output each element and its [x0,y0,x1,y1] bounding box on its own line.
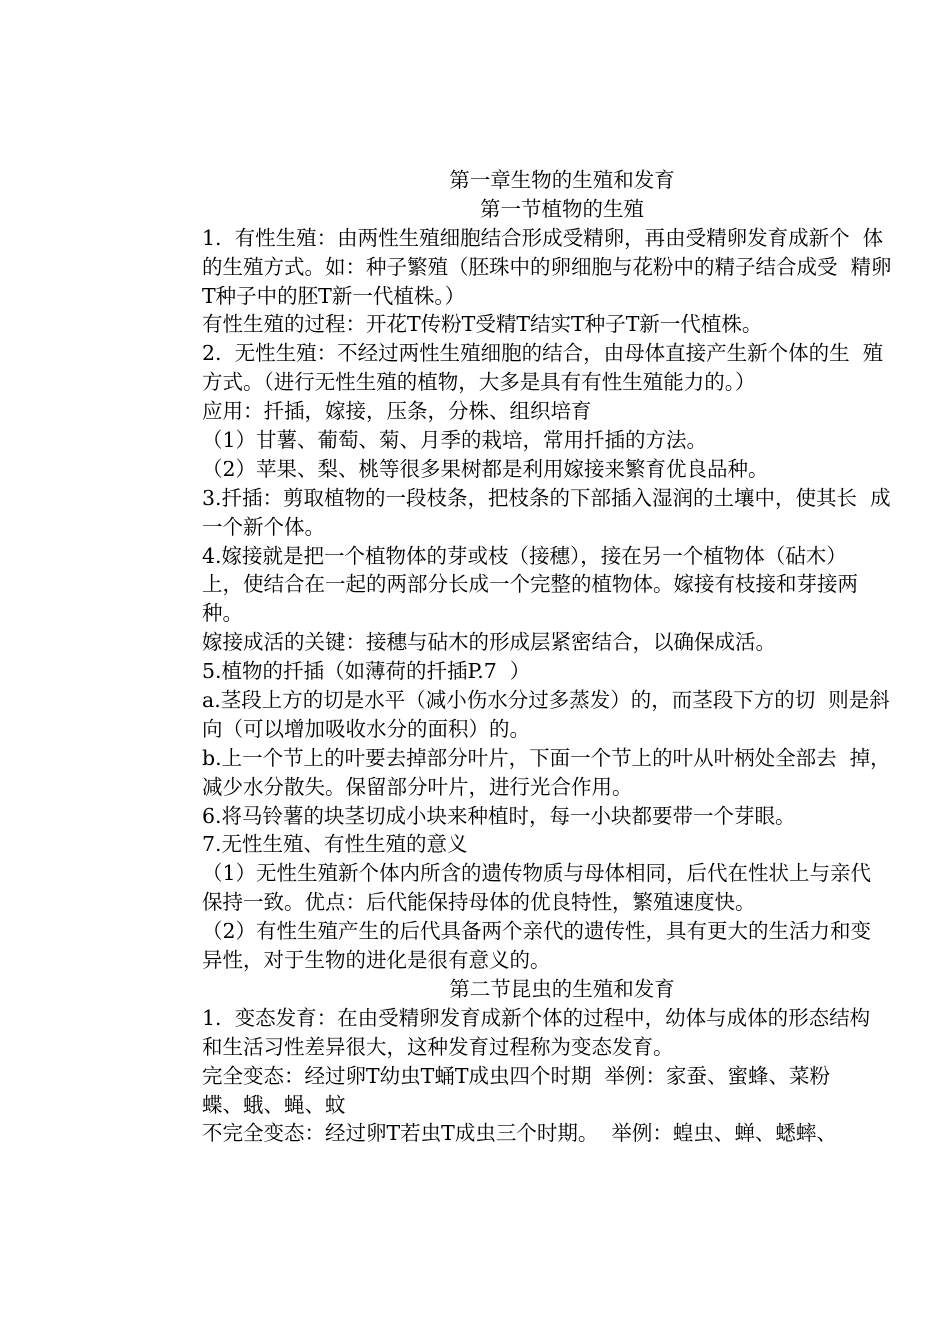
text-line: 减少水分散失。保留部分叶片，进行光合作用。 [202,774,633,799]
text-line: 完全变态：经过卵T幼虫T蛹T成虫四个时期 举例：家蚕、蜜蜂、菜粉 [202,1063,831,1088]
text-line: 有性生殖的过程：开花T传粉T受精T结实T种子T新一代植株。 [202,312,763,337]
text-line: 6.将马铃薯的块茎切成小块来种植时，每一小块都要带一个芽眼。 [202,803,796,828]
text-line: 1. 有性生殖：由两性生殖细胞结合形成受精卵，再由受精卵发育成新个 体 [202,225,884,250]
text-line: 蝶、蛾、蝇、蚊 [202,1092,346,1117]
text-line: 不完全变态：经过卵T若虫T成虫三个时期。 举例：蝗虫、蝉、蟋蟀、 [202,1121,837,1146]
text-line: 方式。（进行无性生殖的植物，大多是具有有性生殖能力的。） [202,370,756,395]
section-title: 第二节昆虫的生殖和发育 [449,976,675,1001]
section-title: 第一节植物的生殖 [480,196,644,221]
text-line: 5.植物的扦插（如薄荷的扦插P.7 ） [202,659,531,684]
text-line: 上，使结合在一起的两部分长成一个完整的植物体。嫁接有枝接和芽接两 [202,572,858,597]
text-line: 3.扦插：剪取植物的一段枝条，把枝条的下部插入湿润的土壤中，使其长 成 [202,485,891,510]
text-line: 嫁接成活的关键：接穗与砧木的形成层紧密结合，以确保成活。 [202,630,776,655]
text-line: 的生殖方式。如：种子繁殖（胚珠中的卵细胞与花粉中的精子结合成受 精卵 [202,254,892,279]
text-line: （2）有性生殖产生的后代具备两个亲代的遗传性，具有更大的生活力和变 [202,919,872,944]
text-line: 异性，对于生物的进化是很有意义的。 [202,948,551,973]
text-line: 4.嫁接就是把一个植物体的芽或枝（接穗），接在另一个植物体（砧木） [202,543,847,568]
document-page [202,166,922,1148]
text-line: （1）无性生殖新个体内所含的遗传物质与母体相同，后代在性状上与亲代 [202,861,872,886]
text-line: b.上一个节上的叶要去掉部分叶片，下面一个节上的叶从叶柄处全部去 掉， [202,745,891,770]
text-line: T种子中的胚T新一代植株。） [202,283,466,308]
text-line: 一个新个体。 [202,514,325,539]
text-line: （1）甘薯、葡萄、菊、月季的栽培，常用扦插的方法。 [202,428,708,453]
text-line: 7.无性生殖、有性生殖的意义 [202,832,468,857]
text-line: a.茎段上方的切是水平（减小伤水分过多蒸发）的，而茎段下方的切 则是斜 [202,688,890,713]
text-line: 和生活习性差异很大，这种发育过程称为变态发育。 [202,1034,674,1059]
text-line: 2. 无性生殖：不经过两性生殖细胞的结合，由母体直接产生新个体的生 殖 [202,341,884,366]
text-line: （2）苹果、梨、桃等很多果树都是利用嫁接来繁育优良品种。 [202,456,769,481]
text-line: 1. 变态发育：在由受精卵发育成新个体的过程中，幼体与成体的形态结构 [202,1005,871,1030]
text-line: 种。 [202,601,243,626]
text-line: 保持一致。优点：后代能保持母体的优良特性，繁殖速度快。 [202,890,756,915]
chapter-title: 第一章生物的生殖和发育 [449,168,675,192]
text-line: 向（可以增加吸收水分的面积）的。 [202,716,530,741]
text-line: 应用：扦插，嫁接，压条，分株、组织培育 [202,399,592,424]
